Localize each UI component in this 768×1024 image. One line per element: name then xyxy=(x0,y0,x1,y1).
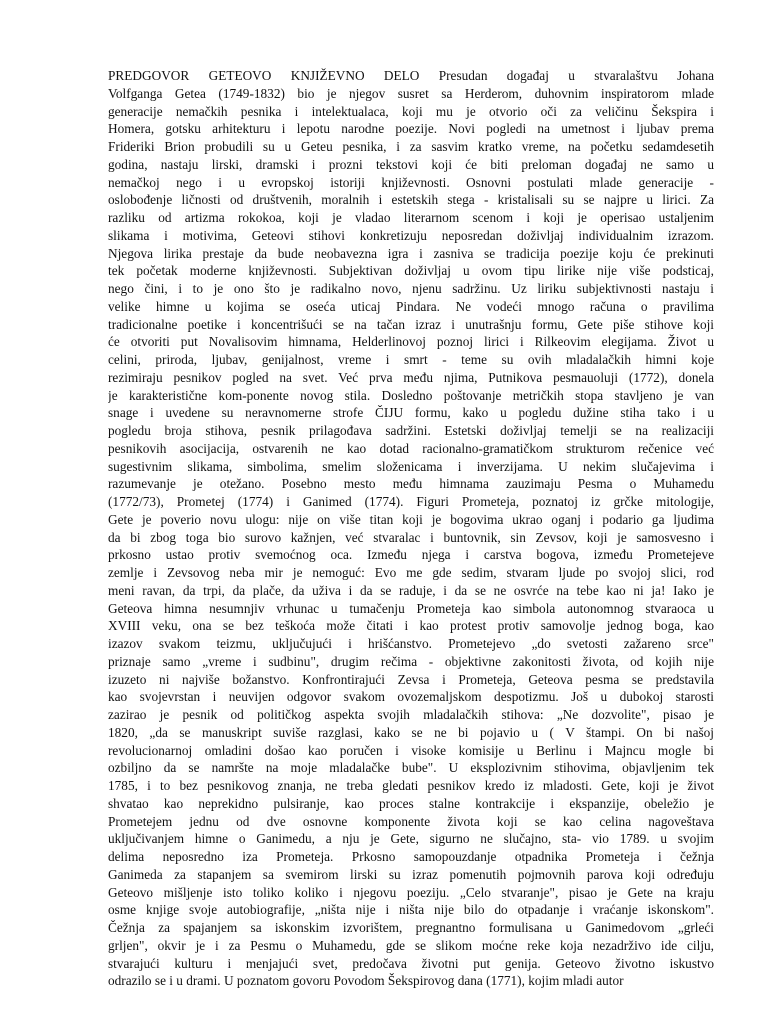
text-line: sugestivnim slikama, simbolima, smelim složenicama i inverzijama. U nekim slučajevima i xyxy=(108,458,714,474)
text-line: Frideriki Brion probudili su u Geteu pesnika, i za sasvim kratko vreme, na početku sedamdesetih xyxy=(108,139,714,154)
body-text xyxy=(108,67,714,990)
text-line: shvatao kao neprekidno pulsiranje, kao proces stalne kontrakcije i ekspanzije, obeležio je xyxy=(108,795,714,811)
text-line: tek početak moderne književnosti. Subjektivan doživljaj u ovom tipu lirike nije više podsticaj, xyxy=(108,263,714,279)
text-line: je karakteristične kom-ponente novog stila. Dosledno poštovanje metričkih stopa stavljeno je van xyxy=(108,387,714,403)
text-line: delima neposredno iza Prometeja. Prkosno samopouzdanje otpadnika Prometeja i čežnja xyxy=(108,849,714,864)
text-line: prkosno ustao protiv svemoćnog oca. Između njega i carstva bogova, između Prometejeve xyxy=(108,547,714,563)
text-line: celini, priroda, ljubav, genijalnost, vreme i smrt - teme su ovih mladalačkih himni koje xyxy=(108,352,714,367)
text-line: slikama i motivima, Geteovi stihovi konkretizuju neposredan doživljaj individualnim izrazom. xyxy=(108,227,714,243)
text-line: ozbiljno da se namršte na moje mladalačke bube". U eksplozivnim stihovima, objavljenim tek xyxy=(108,760,714,776)
text-line: PREDGOVOR GETEOVO KNJIŽEVNO DELO Presudan događaj u stvaralaštvu Johana xyxy=(108,68,714,83)
text-line: razumevanje je otežano. Posebno mesto među himnama zauzimaju Pesma o Muhamedu xyxy=(108,476,714,492)
text-line: stvarajući kulturu i menjajući svet, predočava životni put genija. Geteovo životno iskustvo xyxy=(108,955,714,971)
text-line: XVIII veku, ona se bez teškoća može čitati i kao protest protiv samovolje jednog boga, kao xyxy=(108,618,714,634)
text-line: kao svojevrstan i neuvijen odgovor svakom ovozemaljskom despotizmu. Još u dubokoj starosti xyxy=(108,689,714,705)
text-line: zemlje i Zevsovog neba mir je nemoguć: Evo me gde sedim, stvaram ljude po svojoj slici, rod xyxy=(108,565,714,580)
text-line: razliku od artizma rokokoa, koji je vladao literarnom scenom i koji je operisao ustaljenim xyxy=(108,210,714,225)
text-line: meni ravan, da trpi, da plače, da uživa i da se raduje, i da se ne osvrće na tebe kao ni ja! Iako je xyxy=(108,582,714,598)
text-line: Prometejem jednu od dve osnovne komponente života koji se kao celina nagoveštava xyxy=(108,813,714,829)
text-line: revolucionarnoj omladini došao kao poručen i visoke komisije u Berlinu i Majncu mogle bi xyxy=(108,742,714,758)
text-line: da bi zbog toga bio surovo kažnjen, već stvaralac i buntovnik, sin Zevsov, koji je samosvesno i xyxy=(108,529,714,545)
text-line: pesnikovih asocijacija, ostvarenih ne kao dotad racionalno-gramatičkom strukturom rečenice već xyxy=(108,440,714,456)
text-line: 1820, „da se manuskript suviše razglasi, kako se ne bi pojavio u ( V štampi. On bi našoj xyxy=(108,724,714,740)
text-line: Njegova lirika prestaje da bude neobavezna igra i zasniva se tradicija poezije koju će prekinuti xyxy=(108,245,714,261)
text-line: (1772/73), Prometej (1774) i Ganimed (1774). Figuri Prometeja, poznatoj iz grčke mitologije, xyxy=(108,494,714,509)
text-line: izazov svakom teizmu, uključujući i hrišćanstvo. Prometejevo „do svetosti zažareno srce" xyxy=(108,636,714,651)
text-line: Volfganga Getea (1749-1832) bio je njegov susret sa Herderom, duhovnim inspiratorom mlade xyxy=(108,85,714,101)
text-line: Ganimeda za stapanjem sa svemirom lirski su izraz pomenutih pojmovnih parova koji određuju xyxy=(108,866,714,882)
text-line: izuzeto ni najviše božanstvo. Konfrontirajući Zevsa i Prometeja, Geteova pesma se predstavila xyxy=(108,671,714,687)
text-line: velike himne u kojima se oseća uticaj Pindara. Ne vodeći mnogo računa o pravilima xyxy=(108,298,714,314)
text-line: zazirao je pesnik od političkog aspekta svojih mladalačkih stihova: „Ne dozvolite", pisao je xyxy=(108,707,714,722)
text-line: nego čini, i to je ono što je radikalno novo, njenu sadržinu. Uz liriku subjektivnosti nastaju i xyxy=(108,281,714,296)
text-line: nemačkoj nego i u evropskoj istoriji književnosti. Osnovni postulati mlade generacije - xyxy=(108,174,714,190)
text-line: uključivanjem himne o Ganimedu, a nju je Gete, sigurno ne slučajno, sta- vio 1789. u svojim xyxy=(108,831,714,847)
text-line: Gete je poverio novu ulogu: nije on više titan koji je bogovima ukrao oganj i podario ga ljudima xyxy=(108,511,714,527)
text-line: osme knjige svoje autobiografije, „ništa nije i ništa nije bilo do otpadanje i vraćanje iskonskom". xyxy=(108,902,714,918)
text-line: Homera, gotsku arhitekturu i lepotu narodne poezije. Novi pogledi na umetnost i ljubav prema xyxy=(108,121,714,137)
text-line: Čežnja za spajanjem sa iskonskim izvorištem, pregnantno formulisana u Ganimedovom „grleći xyxy=(108,920,714,935)
text-line: odrazilo se i u drami. U poznatom govoru Povodom Šekspirovog dana (1771), kojim mladi autor xyxy=(108,973,624,989)
text-line: pogledu broja stihova, pesnik prilagođava sadržini. Estetski doživljaj temelji se na realizaciji xyxy=(108,423,714,438)
text-line: grljen", okvir je i za Pesmu o Muhamedu, gde se slikom moćne reke koja nezadrživo ide cilju, xyxy=(108,937,714,953)
text-line: 1785, i to bez pesnikovog znanja, ne treba gledati pesnikov kredo iz mladosti. Gete, koji je život xyxy=(108,778,714,793)
text-line: priznaje samo „vreme i sudbinu", drugim rečima - objektivne zakonitosti života, od kojih nije xyxy=(108,653,714,669)
text-line: godina, nastaju lirski, dramski i prozni tekstovi koji će biti preloman događaj ne samo u xyxy=(108,156,714,172)
text-line: snage i uvedene su neravnomerne strofe ČIJU formu, kako u pogledu dužine stiha tako i u xyxy=(108,405,714,421)
text-line: rezimiraju pesnikov pogled na svet. Već prva među njima, Putnikova pesmauoluji (1772), donela xyxy=(108,369,714,385)
text-line: će otvoriti put Novalisovim himnama, Helderlinovoj poznoj lirici i Rilkeovim elegijama. Život u xyxy=(108,334,714,350)
text-line: tradicionalne poetike i koncentrišući se na tačan izraz i unutrašnju formu, Gete piše stihove koji xyxy=(108,316,714,332)
text-line: oslobođenje ličnosti od društvenih, moralnih i estetskih stega - kristalisali su se najpre u lirici. Za xyxy=(108,192,714,208)
text-line: Geteovo mišljenje isto toliko koliko i njegovu poeziju. „Celo stvaranje", pisao je Gete na kraju xyxy=(108,884,714,900)
text-line: Geteova himna nesumnjiv vrhunac u tumačenju Prometeja kao simbola autonomnog stvaraoca u xyxy=(108,600,714,616)
text-line: generacije nemačkih pesnika i intelektualaca, koji mu je otvorio oči za veličinu Šekspira i xyxy=(108,103,714,119)
